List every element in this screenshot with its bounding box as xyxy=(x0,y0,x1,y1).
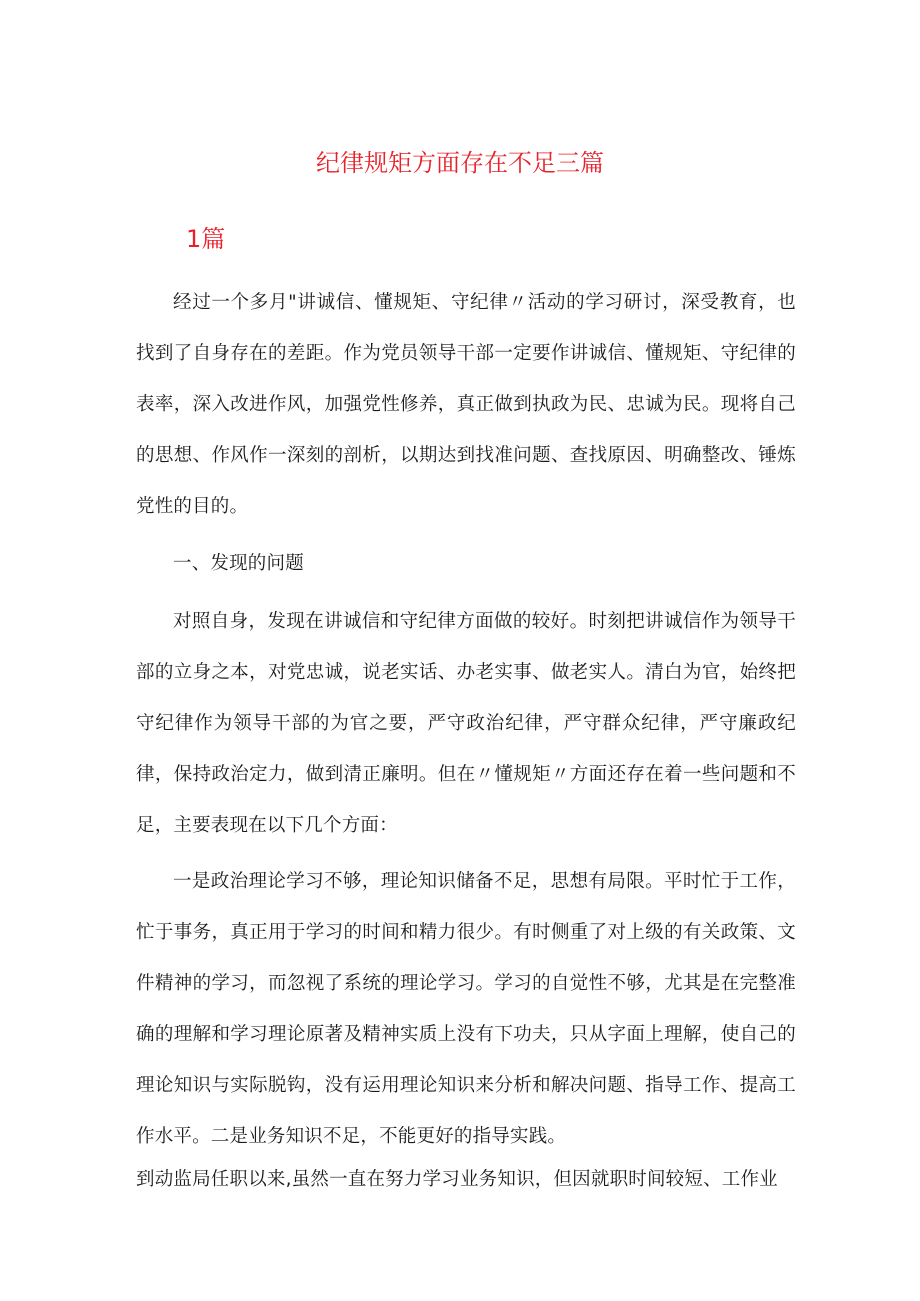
paragraph-self-review: 对照自身，发现在讲诚信和守纪律方面做的较好。时刻把讲诚信作为领导干部的立身之本，对党忠诚，说老实话、办老实事、做老实人。清白为官，始终把守纪律作为领导干部的为官之要，严守政治纪律，严守群众纪律，严守廉政纪律，保持政治定力，做到清正廉明。但在〃懂规矩〃方面还存在着一些问题和不足，主要表现在以下几个方面： xyxy=(136,611,796,836)
paragraph-subheading: 一、发现的问题 xyxy=(173,553,304,574)
paragraph-problem-one: 一是政治理论学习不够，理论知识储备不足，思想有局限。平时忙于工作，忙于事务，真正用于学习的时间和精力很少。有时侧重了对上级的有关政策、文件精神的学习，而忽视了系统的理论学习。学习的自觉性不够，尤其是在完整准确的理解和学习理论原著及精神实质上没有下功夫，只从字面上理解，使自己的理论知识与实际脱钩，没有运用理论知识来分析和解决问题、指导工作、提高工作水平。二是业务知识不足，不能更好的指导实践。 xyxy=(136,871,796,1147)
paragraph-continued: 到动监局任职以来,虽然一直在努力学习业务知识，但因就职时间较短、工作业 xyxy=(136,1169,778,1190)
paragraph-intro: 经过一个多月"讲诚信、懂规矩、守纪律〃活动的学习研讨，深受教育，也找到了自身存在的差距。作为党员领导干部一定要作讲诚信、懂规矩、守纪律的表率，深入改进作风，加强党性修养，真正做到执政为民、忠诚为民。现将自己的思想、作风作一深刻的剖析，以期达到找准问题、查找原因、明确整改、锤炼党性的目的。 xyxy=(136,292,796,517)
section-heading: 1篇 xyxy=(186,225,226,253)
document-title: 纪律规矩方面存在不足三篇 xyxy=(316,149,604,177)
